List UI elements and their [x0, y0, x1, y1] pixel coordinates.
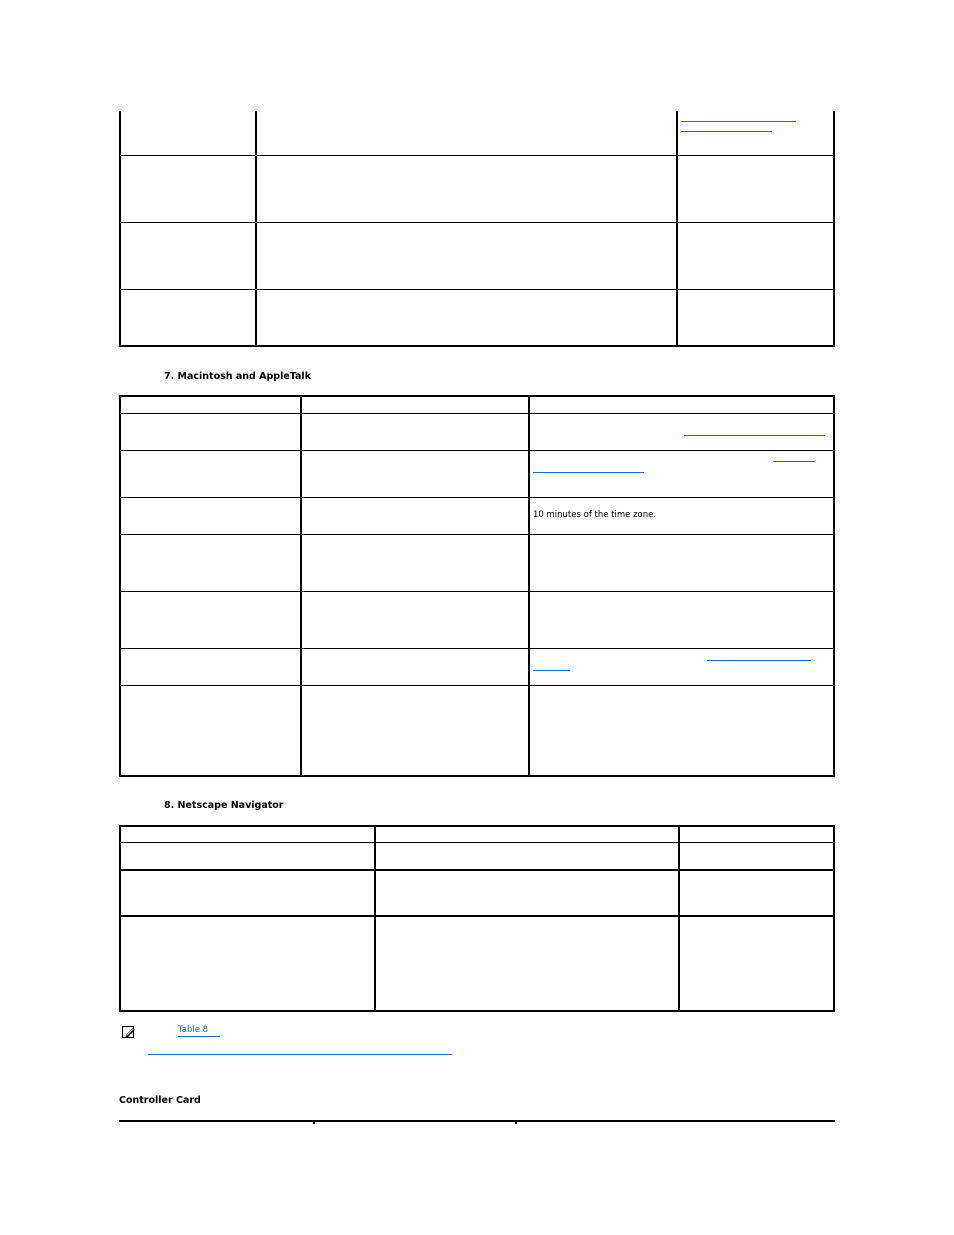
- ns-row-divider-2: [119, 869, 835, 871]
- ns-col-divider-2: [678, 825, 680, 1012]
- top-table-left-border: [119, 111, 121, 347]
- top-table-row-divider-2: [119, 222, 835, 223]
- mac-row-divider-6: [119, 648, 835, 649]
- top-table-col-divider-2: [676, 111, 678, 347]
- ns-col-divider-1: [374, 825, 376, 1012]
- ns-table-outer: [119, 825, 835, 1012]
- mac-row-divider-1: [119, 413, 835, 414]
- section-8-heading: 8. Netscape Navigator: [164, 800, 284, 811]
- ns-row-divider-3: [119, 915, 835, 917]
- mac-table-outer: [119, 395, 835, 777]
- controller-col-divider-2: [515, 1120, 517, 1124]
- note-table-link[interactable]: Table 8: [178, 1025, 209, 1035]
- top-table-row-divider-3: [119, 289, 835, 290]
- controller-col-divider-1: [313, 1120, 315, 1124]
- mac-row-divider-3: [119, 497, 835, 498]
- mac-col-divider-2: [528, 395, 530, 777]
- mac-row-divider-2: [119, 450, 835, 451]
- mac-row2-link-b[interactable]: [533, 472, 644, 473]
- ns-row-divider-1: [119, 842, 835, 843]
- top-table-right-border: [833, 111, 835, 347]
- mac-row-divider-7: [119, 685, 835, 686]
- note-table-link-underline: [178, 1036, 220, 1037]
- note-long-link[interactable]: [148, 1054, 452, 1055]
- note-pencil-icon: [122, 1025, 136, 1039]
- mac-row3-text: 10 minutes of the time zone.: [533, 510, 657, 520]
- mac-row2-link-a[interactable]: [773, 461, 815, 462]
- mac-col-divider-1: [300, 395, 302, 777]
- top-table-link-1[interactable]: [681, 121, 796, 122]
- controller-card-heading: Controller Card: [119, 1095, 201, 1106]
- mac-row6-link-b[interactable]: [533, 670, 570, 671]
- top-table-link-2[interactable]: [681, 131, 772, 132]
- mac-row6-link-a[interactable]: [707, 660, 811, 661]
- mac-row1-link[interactable]: [684, 435, 825, 436]
- mac-row-divider-5: [119, 591, 835, 592]
- section-7-heading: 7. Macintosh and AppleTalk: [164, 371, 312, 382]
- top-table-bottom-border: [119, 345, 835, 347]
- mac-row-divider-4: [119, 534, 835, 535]
- controller-table-top-border: [119, 1120, 835, 1122]
- top-table-row-divider-1: [119, 155, 835, 156]
- top-table-col-divider-1: [255, 111, 257, 347]
